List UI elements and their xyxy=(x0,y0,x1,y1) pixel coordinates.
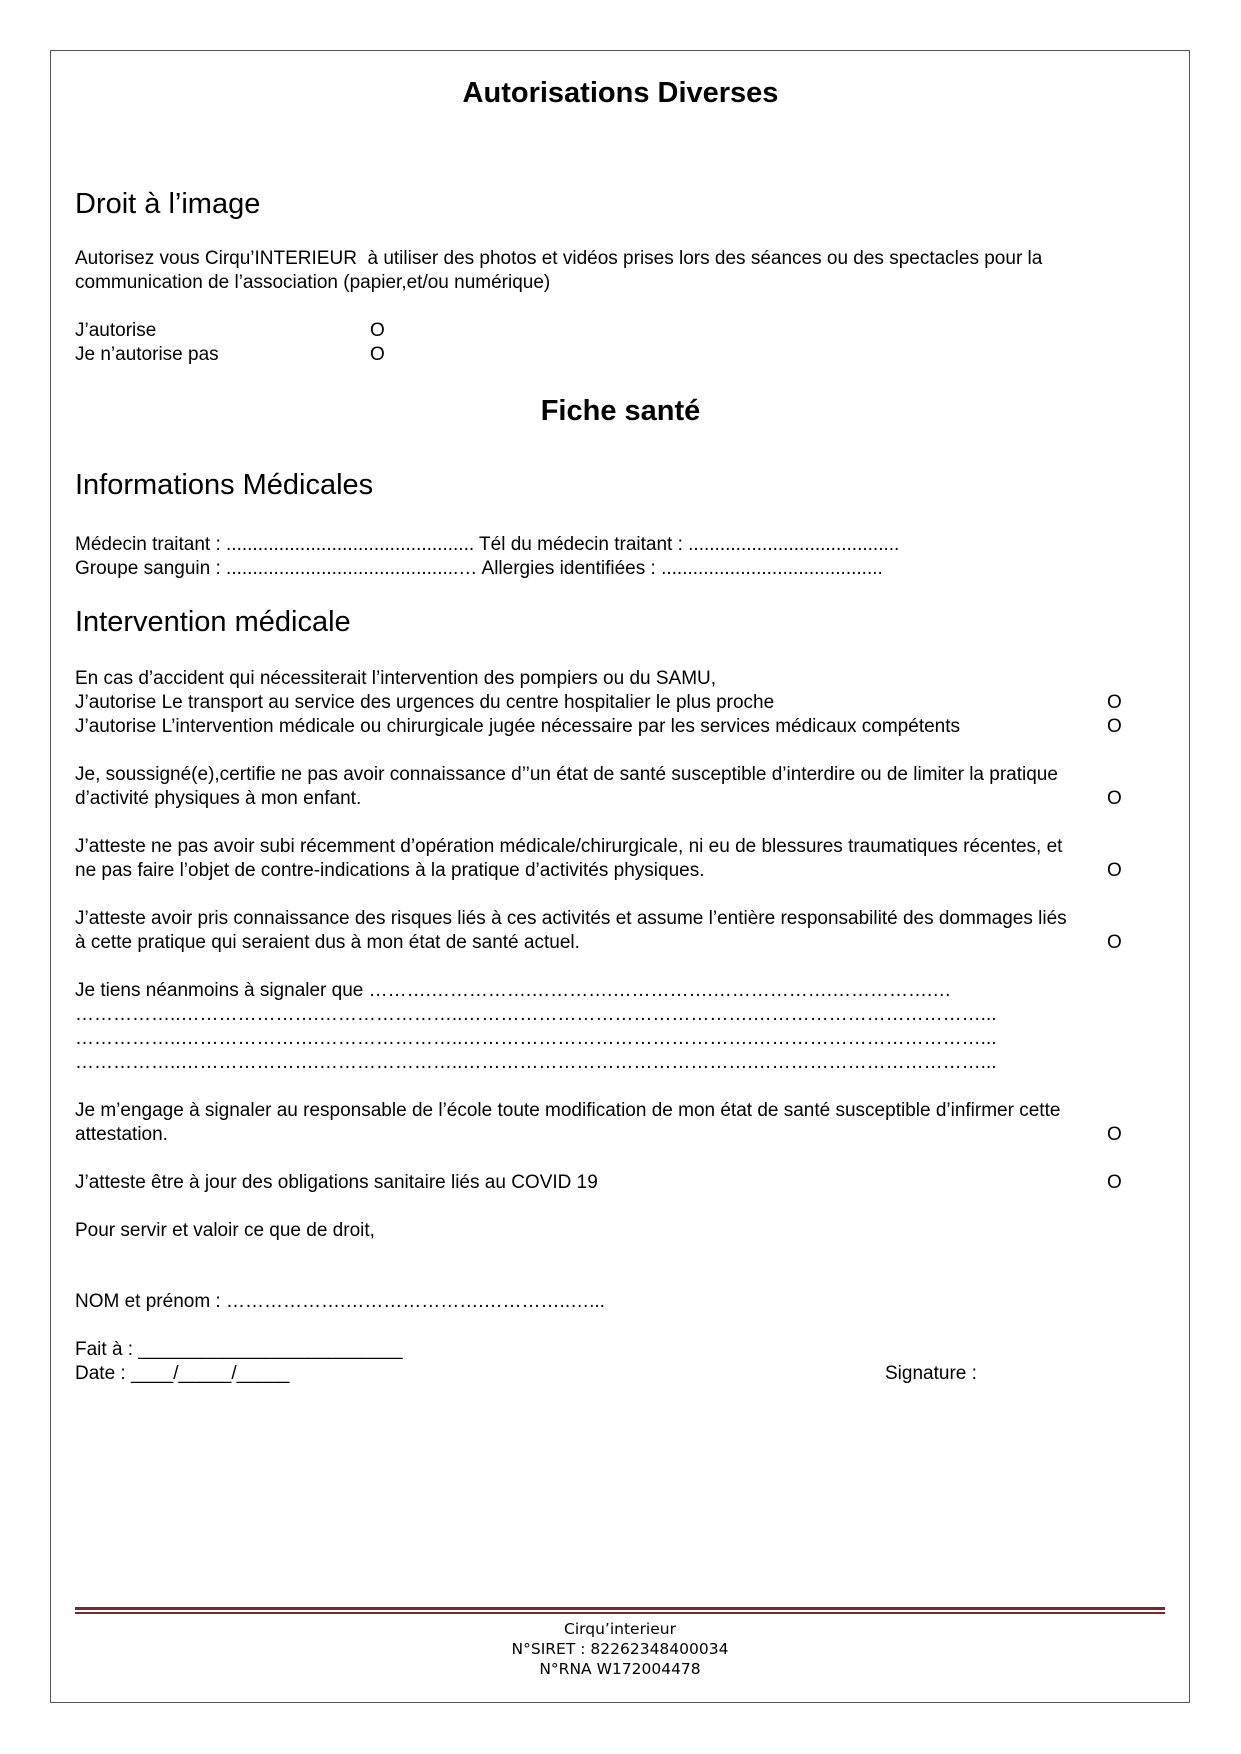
certify-line1: Je, soussigné(e),certifie ne pas avoir connaissance d’’un état de santé susceptible d’interdire ou de limiter la pratique xyxy=(75,764,1058,785)
doctor-phone-line[interactable]: Médecin traitant : ............................................... Tél du médecin traitant : ........................................ xyxy=(75,534,900,555)
closing-text: Pour servir et valoir ce que de droit, xyxy=(75,1220,375,1241)
place-field[interactable]: Fait à : _________________________ xyxy=(75,1339,403,1360)
footer-org: Cirqu’interieur xyxy=(564,1620,676,1638)
transport-authorization: J’autorise Le transport au service des urgences du centre hospitalier le plus proche xyxy=(75,692,775,713)
date-field[interactable]: Date : ____/_____/_____ xyxy=(75,1363,290,1384)
option-authorize-label: J’autorise xyxy=(75,320,157,341)
footer-siret: N°SIRET : 82262348400034 xyxy=(511,1640,729,1658)
health-title: Fiche santé xyxy=(540,395,701,427)
page-title: Autorisations Diverses xyxy=(462,77,779,109)
report-line2[interactable]: ……………..………………….…………………..……………………………………….………………………………... xyxy=(75,1004,997,1025)
engage-line2: attestation. xyxy=(75,1124,168,1145)
image-rights-heading: Droit à l’image xyxy=(75,188,261,220)
medical-info-heading: Informations Médicales xyxy=(75,469,374,501)
surgery-circle[interactable]: O xyxy=(1107,716,1122,737)
engage-line1: Je m’engage à signaler au responsable de l’école toute modification de mon état de santé susceptible d’infirmer cette xyxy=(75,1100,1061,1121)
attest-surgery-circle[interactable]: O xyxy=(1107,860,1122,881)
report-line4[interactable]: ……………..………………….…………………..……………………………………….………………………………... xyxy=(75,1052,997,1073)
surgery-authorization: J’autorise L’intervention médicale ou chirurgicale jugée nécessaire par les services médicaux compétents xyxy=(75,716,961,737)
attest-surgery-line2: ne pas faire l’objet de contre-indications à la pratique d’activités physiques. xyxy=(75,860,705,881)
intervention-intro: En cas d’accident qui nécessiterait l’intervention des pompiers ou du SAMU, xyxy=(75,668,717,689)
footer-rna: N°RNA W172004478 xyxy=(539,1660,701,1678)
transport-circle[interactable]: O xyxy=(1107,692,1122,713)
certify-line2: d’activité physiques à mon enfant. xyxy=(75,788,362,809)
signature-label: Signature : xyxy=(885,1363,977,1384)
covid-circle[interactable]: O xyxy=(1107,1172,1122,1193)
blood-allergy-line[interactable]: Groupe sanguin : ............................................… Allergies identifiées : .......................................... xyxy=(75,558,883,579)
option-refuse-label: Je n’autorise pas xyxy=(75,344,219,365)
image-rights-question-line1: Autorisez vous Cirqu’INTERIEUR à utiliser des photos et vidéos prises lors des séances ou des spectacles pour la xyxy=(75,248,1043,269)
covid-attestation: J’atteste être à jour des obligations sanitaire liés au COVID 19 xyxy=(75,1172,598,1193)
report-line3[interactable]: ……………..………………….…………………..……………………………………….………………………………... xyxy=(75,1028,997,1049)
report-line1[interactable]: Je tiens néanmoins à signaler que ……….…………….………….…………….……………….…………….… xyxy=(75,980,952,1001)
intervention-heading: Intervention médicale xyxy=(75,606,351,638)
option-authorize-circle[interactable]: O xyxy=(370,320,385,341)
certify-circle[interactable]: O xyxy=(1107,788,1122,809)
attest-risks-line1: J’atteste avoir pris connaissance des risques liés à ces activités et assume l’entière responsabilité des dommages liés xyxy=(75,908,1067,929)
name-field[interactable]: NOM et prénom : ……………….………………….…………..…... xyxy=(75,1291,605,1312)
footer-rule-thin xyxy=(75,1612,1165,1614)
attest-surgery-line1: J’atteste ne pas avoir subi récemment d’opération médicale/chirurgicale, ni eu de blessures traumatiques récentes, et xyxy=(75,836,1063,857)
engage-circle[interactable]: O xyxy=(1107,1124,1122,1145)
attest-risks-circle[interactable]: O xyxy=(1107,932,1122,953)
option-refuse-circle[interactable]: O xyxy=(370,344,385,365)
footer-rule-thick xyxy=(75,1607,1165,1610)
image-rights-question-line2: communication de l’association (papier,et/ou numérique) xyxy=(75,272,551,293)
attest-risks-line2: à cette pratique qui seraient dus à mon état de santé actuel. xyxy=(75,932,580,953)
